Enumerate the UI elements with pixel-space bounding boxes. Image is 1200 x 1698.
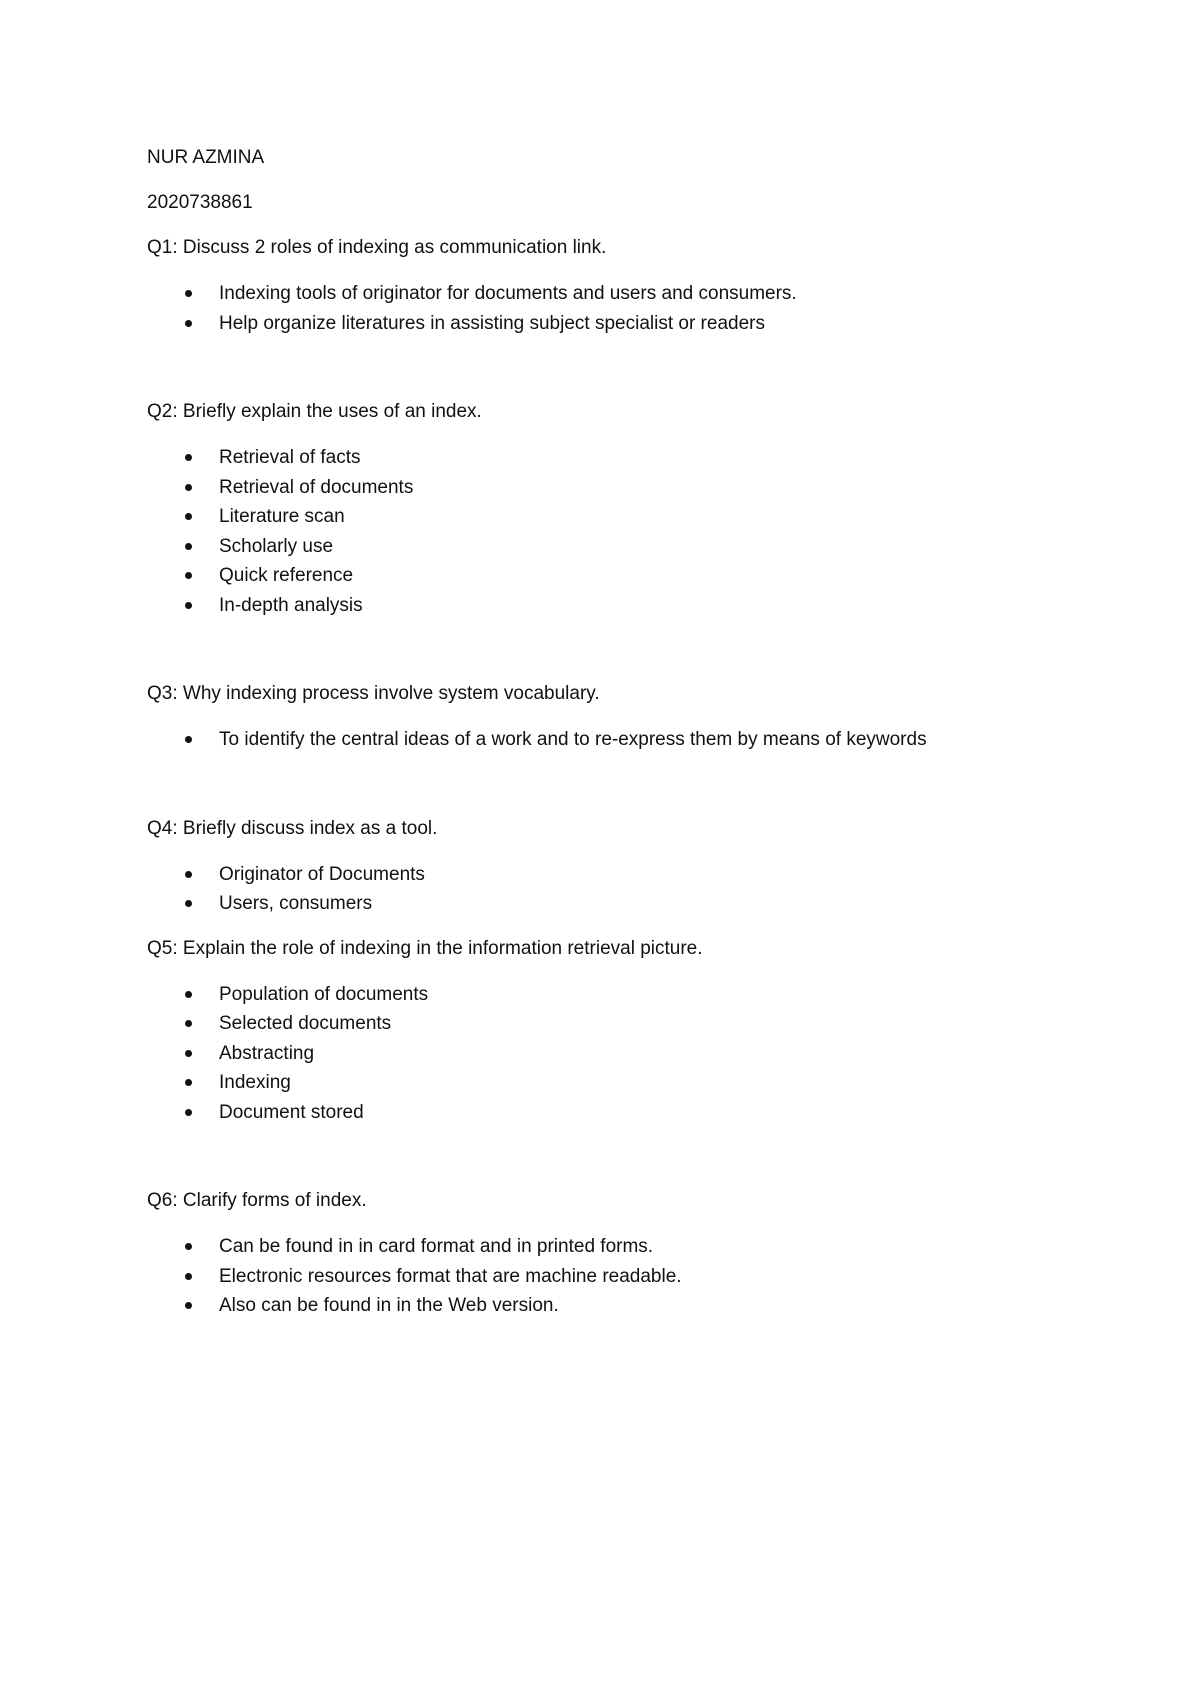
answer-list-4 bbox=[147, 860, 1047, 919]
bullet-icon bbox=[185, 1302, 192, 1309]
bullet-icon bbox=[185, 736, 192, 743]
list-item: Help organize literatures in assisting subject specialist or readers bbox=[147, 309, 1047, 339]
question-5: Q5: Explain the role of indexing in the information retrieval picture. bbox=[147, 937, 703, 959]
list-item: Document stored bbox=[147, 1098, 1047, 1128]
list-item: Scholarly use bbox=[147, 532, 1047, 562]
bullet-icon bbox=[185, 320, 192, 327]
bullet-icon bbox=[185, 991, 192, 998]
list-item: Quick reference bbox=[147, 561, 1047, 591]
student-name: NUR AZMINA bbox=[147, 147, 265, 168]
student-id: 2020738861 bbox=[147, 192, 253, 213]
list-item: Literature scan bbox=[147, 502, 1047, 532]
answer-list-5 bbox=[147, 980, 1047, 1128]
list-item: To identify the central ideas of a work and to re-express them by means of keywords bbox=[147, 725, 1047, 755]
list-item: Can be found in in card format and in printed forms. bbox=[147, 1232, 1047, 1262]
bullet-icon bbox=[185, 513, 192, 520]
list-item: Also can be found in in the Web version. bbox=[147, 1291, 1047, 1321]
list-item: Selected documents bbox=[147, 1009, 1047, 1039]
answer-list-2 bbox=[147, 443, 1047, 620]
bullet-icon bbox=[185, 1273, 192, 1280]
list-item: Users, consumers bbox=[147, 889, 1047, 919]
list-item: In-depth analysis bbox=[147, 591, 1047, 621]
list-item: Retrieval of documents bbox=[147, 473, 1047, 503]
answer-list-6 bbox=[147, 1232, 1047, 1321]
bullet-icon bbox=[185, 454, 192, 461]
list-item: Indexing tools of originator for documents and users and consumers. bbox=[147, 279, 1047, 309]
bullet-icon bbox=[185, 1109, 192, 1116]
bullet-icon bbox=[185, 900, 192, 907]
bullet-icon bbox=[185, 1079, 192, 1086]
question-3: Q3: Why indexing process involve system vocabulary. bbox=[147, 683, 600, 704]
list-item: Electronic resources format that are machine readable. bbox=[147, 1262, 1047, 1292]
list-item: Population of documents bbox=[147, 980, 1047, 1010]
list-item: Originator of Documents bbox=[147, 860, 1047, 890]
bullet-icon bbox=[185, 484, 192, 491]
list-item: Retrieval of facts bbox=[147, 443, 1047, 473]
question-2: Q2: Briefly explain the uses of an index. bbox=[147, 401, 482, 422]
bullet-icon bbox=[185, 290, 192, 297]
bullet-icon bbox=[185, 572, 192, 579]
list-item: Indexing bbox=[147, 1068, 1047, 1098]
list-item: Abstracting bbox=[147, 1039, 1047, 1069]
question-6: Q6: Clarify forms of index. bbox=[147, 1190, 367, 1211]
bullet-icon bbox=[185, 1050, 192, 1057]
document-body bbox=[147, 146, 1047, 1321]
bullet-icon bbox=[185, 602, 192, 609]
answer-list-3 bbox=[147, 725, 1047, 755]
bullet-icon bbox=[185, 1243, 192, 1250]
question-4: Q4: Briefly discuss index as a tool. bbox=[147, 817, 438, 839]
bullet-icon bbox=[185, 543, 192, 550]
question-1: Q1: Discuss 2 roles of indexing as communication link. bbox=[147, 237, 607, 258]
bullet-icon bbox=[185, 1020, 192, 1027]
answer-list-1 bbox=[147, 279, 1047, 338]
bullet-icon bbox=[185, 871, 192, 878]
